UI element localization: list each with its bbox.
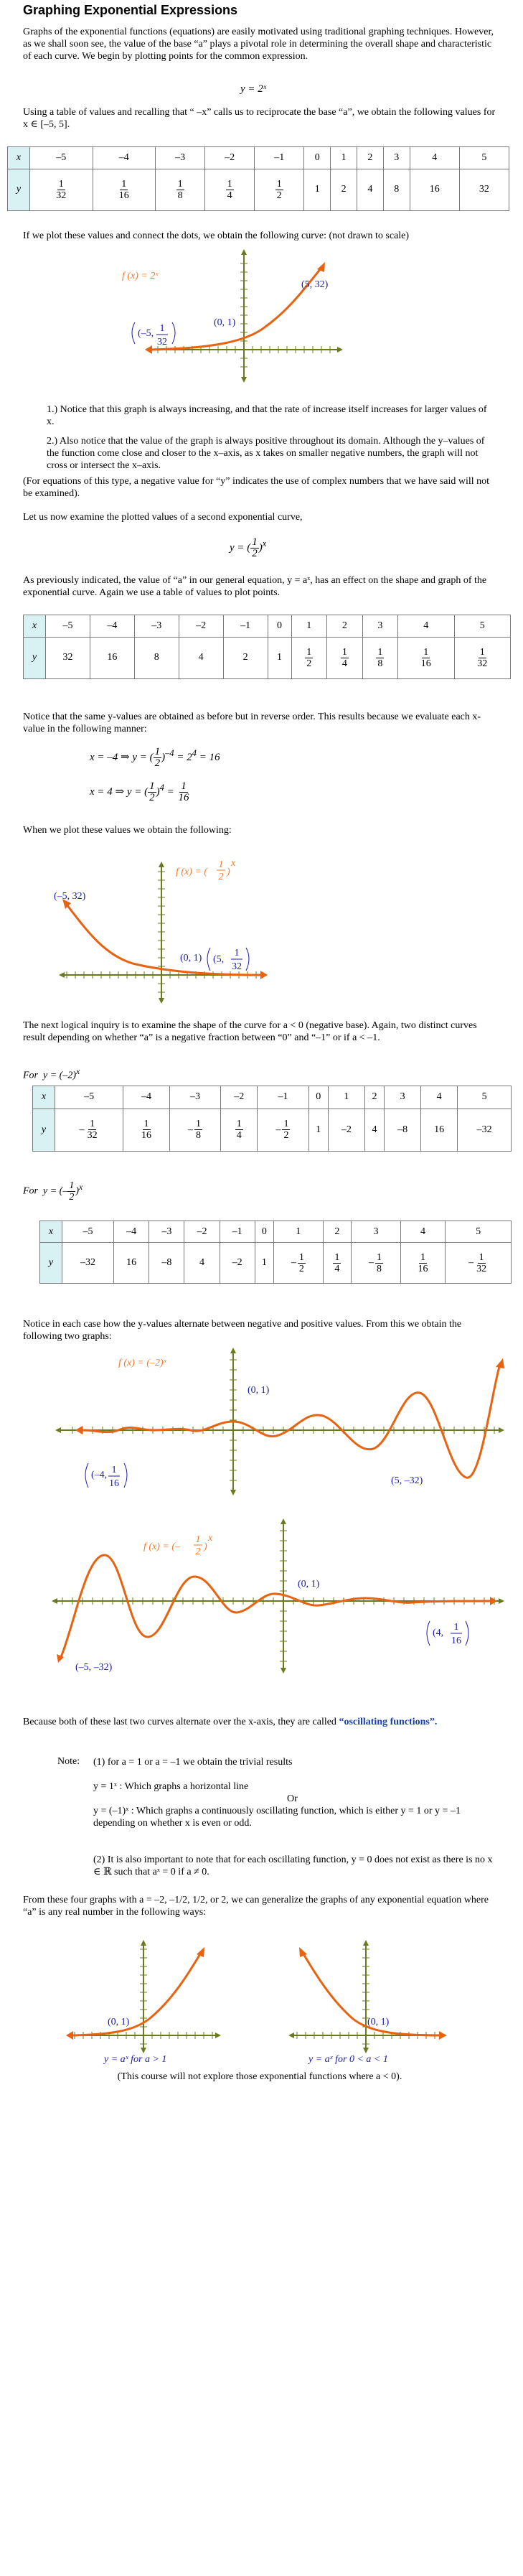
table-cell-x: 3 [352, 1221, 401, 1243]
graph-a-greater-1-curve [70, 1953, 201, 2035]
axis-arrow [363, 2048, 369, 2053]
table-values-neg2-x [32, 1086, 512, 1152]
table-row-y [24, 637, 511, 678]
graph-neg2-x-point-left-den: 16 [109, 1478, 119, 1489]
table-cell-x: 5 [446, 1221, 512, 1243]
table-cell-x: –2 [179, 615, 223, 638]
graph-a-greater-1 [65, 1931, 230, 2064]
table-cell-y: 32 [46, 637, 90, 678]
table-header-y: y [24, 637, 46, 678]
table-row-x [40, 1221, 512, 1243]
table-values-2x [7, 146, 509, 211]
second-curve-intro: Let us now examine the plotted values of a second exponential curve, [23, 512, 303, 523]
generalize-paragraph: From these four graphs with a = –2, –1/2, 1/2, or 2, we can generalize the graphs of any exponential equation where “a” is any real number in the following ways: [23, 1895, 489, 1918]
graph-neg2-x-point-mid: (0, 1) [248, 1385, 270, 1396]
table2-intro: As previously indicated, the value of “a” in our general equation, y = aˣ, has an effect on the shape and graph of the exponential curve. Again we use a table of values to plot points. [23, 575, 487, 598]
graph-half-x-point-right: (5, [213, 954, 225, 965]
table-cell-x: –3 [149, 1221, 184, 1243]
axis-arrow [281, 1518, 286, 1524]
table-header-x: x [24, 615, 46, 638]
table-cell-y: $\frac{1}{2}$ [291, 637, 327, 678]
graph-2x-point-right: (5, 32) [301, 279, 329, 290]
table-cell-y: 4 [179, 637, 223, 678]
svg-text:x: x [208, 1533, 213, 1544]
axis-arrow [55, 1427, 61, 1433]
graph-neg-half-x-point-right: (4, [433, 1628, 444, 1638]
svg-text:x: x [231, 858, 236, 869]
axis-arrow [499, 1427, 504, 1433]
graph-neg-half-x-axes [52, 1518, 504, 1674]
negative-base-paragraph: The next logical inquiry is to examine the shape of the curve for a < 0 (negative base). Again, two distinct curves result depending on whether “a” is a negative fraction between “0” and “–1” or if a < –1. [23, 1020, 477, 1043]
axis-arrow [281, 1668, 286, 1674]
table-row-y [40, 1243, 512, 1284]
axis-arrow [230, 1490, 236, 1495]
table-cell-y: $\frac{1}{16}$ [93, 169, 156, 210]
graph-2x-point-left: (–5, [138, 328, 154, 339]
svg-text:2: 2 [218, 872, 224, 882]
table-cell-x: 1 [328, 1086, 364, 1109]
table-cell-x: 4 [421, 1086, 458, 1109]
table-cell-y: –2 [220, 1243, 255, 1284]
table-cell-y: $\frac{1}{2}$ [255, 169, 304, 210]
graph-half-x-point-left: (–5, 32) [54, 891, 86, 902]
note1-intro: (1) for a = 1 or a = –1 we obtain the trivial results [93, 1757, 293, 1768]
table-cell-x: –5 [62, 1221, 114, 1243]
graph-half-x-point-right-den: 32 [232, 961, 242, 972]
table-cell-x: 0 [255, 1221, 273, 1243]
table-cell-y: $\frac{1}{16}$ [398, 637, 454, 678]
table-cell-y: 2 [223, 637, 268, 678]
oscillating-paragraph: Because both of these last two curves alternate over the x-axis, they are called “oscillating functions”. [23, 1717, 438, 1727]
table-cell-x: 4 [400, 1221, 445, 1243]
svg-text:2: 2 [195, 1546, 201, 1557]
svg-text:1: 1 [218, 859, 224, 870]
table-cell-x: 0 [268, 615, 291, 638]
intro-paragraph: Graphs of the exponential functions (equations) are easily motivated using traditional graphing techniques. However, as we shall soon see, the value of the base “a” plays a pivotal role in determining the overall shape and characteristic of each curve. We begin by plotting points for the common expression. [23, 27, 494, 62]
table-cell-x: 4 [398, 615, 454, 638]
plot1-intro: If we plot these values and connect the dots, we obtain the following curve: (not drawn to scale) [23, 230, 410, 241]
table-cell-x: 0 [308, 1086, 328, 1109]
table-cell-x: 5 [459, 147, 509, 169]
note1-line2: y = (–1)ˣ : Which graphs a continuously oscillating function, which is either y = 1 or y = –1 depending on whether x is even or odd. [93, 1806, 461, 1829]
table-cell-x: –5 [46, 615, 90, 638]
table-cell-x: 5 [454, 615, 511, 638]
graph-half-x-func-label: f (x) = ( [176, 867, 208, 877]
note1-or: Or [287, 1793, 298, 1804]
graph-2x-point-left-num: 1 [159, 323, 165, 334]
graph-2x-point-left-den: 32 [157, 337, 167, 347]
table-row-x [33, 1086, 512, 1109]
graph-neg2-x [47, 1350, 513, 1493]
axis-arrow [499, 1598, 504, 1604]
table-cell-x: –3 [134, 615, 179, 638]
graph-neg-half-x-point-left: (–5, –32) [75, 1662, 113, 1673]
table-cell-y: $\frac{1}{4}$ [327, 637, 363, 678]
table-row-y [33, 1109, 512, 1151]
table-values-neg-half-x [39, 1221, 512, 1284]
table-cell-y: 1 [308, 1109, 328, 1151]
graph-half-x-point-mid: (0, 1) [180, 953, 202, 963]
axis-arrow [159, 862, 164, 867]
table-cell-x: –5 [55, 1086, 123, 1109]
plot2-intro: When we plot these values we obtain the following: [23, 825, 232, 836]
for-neg2-label: For $y = (-2)^x$ [23, 1067, 80, 1081]
table-cell-y: –8 [385, 1109, 421, 1151]
table-cell-y: – $\frac{1}{2}$ [258, 1109, 308, 1151]
graph-neg2-x-point-right: (5, –32) [391, 1475, 423, 1486]
graph-2x-axes [145, 249, 343, 383]
axis-arrow [337, 347, 343, 353]
graph-neg2-x-point-left-num: 1 [111, 1465, 117, 1475]
table-cell-x: –1 [255, 147, 304, 169]
graph-neg2-x-func-label: f (x) = (–2)ˣ [118, 1358, 166, 1368]
graph-neg-half-x-point-mid: (0, 1) [298, 1579, 320, 1590]
table-header-x: x [40, 1221, 62, 1243]
table-cell-y: 8 [383, 169, 410, 210]
axis-arrow [288, 2033, 294, 2038]
graph-neg-half-x-point-right-num: 1 [453, 1622, 459, 1633]
graph-a-between-0-1-caption: y = aˣ for 0 < a < 1 [308, 2054, 388, 2065]
graph-neg-half-x-func-label: f (x) = (– [143, 1541, 181, 1552]
graph-neg-half-x-point-right-den: 16 [451, 1635, 461, 1646]
table-cell-y: – $\frac{1}{8}$ [169, 1109, 220, 1151]
axis-arrow [141, 2048, 146, 2053]
table-cell-y: $\frac{1}{4}$ [221, 1109, 258, 1151]
table-cell-y: $\frac{1}{8}$ [362, 637, 398, 678]
graph-half-x-point-right-num: 1 [234, 948, 240, 958]
graph-a-between-0-1 [287, 1931, 459, 2064]
axis-arrow [52, 1598, 57, 1604]
table-header-y: y [33, 1109, 55, 1151]
table-cell-y: 4 [357, 169, 384, 210]
page-title: Graphing Exponential Expressions [23, 3, 238, 17]
table-cell-x: 3 [362, 615, 398, 638]
table-cell-y: $\frac{1}{16}$ [123, 1109, 170, 1151]
for-neg-half-label: For y = (– $\frac{1}{2}$ )$^x$ [23, 1180, 83, 1203]
axis-arrow [241, 249, 247, 255]
axis-arrow [159, 998, 164, 1004]
complex-note: (For equations of this type, a negative value for “y” indicates the use of complex numbers that we have said will not be examined). [23, 476, 490, 499]
evaluation-x-neg4: x = –4 ⇒ y = ( $\frac{1}{2}$ )$^{-4} = 2^4 = 16$ [90, 746, 220, 769]
axis-arrow [230, 1348, 236, 1353]
oscillating-functions-link[interactable]: “oscillating functions”. [339, 1717, 438, 1727]
table-cell-y: $\frac{1}{4}$ [323, 1243, 351, 1284]
table-cell-y: $\frac{1}{32}$ [30, 169, 93, 210]
table-header-y: y [8, 169, 30, 210]
table-cell-y: –8 [149, 1243, 184, 1284]
axis-arrow [363, 1940, 369, 1946]
table-cell-y: 4 [184, 1243, 220, 1284]
note2: (2) It is also important to note that for each oscillating function, y = 0 does not exist as there is no x ∈ ℝ such that aˣ = 0 if a ≠ 0. [93, 1854, 493, 1877]
svg-text:): ) [204, 1541, 207, 1552]
table-cell-y: 32 [459, 169, 509, 210]
table-cell-x: –4 [123, 1086, 170, 1109]
axis-arrow [59, 972, 65, 978]
svg-text:): ) [227, 867, 230, 877]
graph-a-greater-1-caption: y = aˣ for a > 1 [104, 2054, 167, 2065]
final-note: (This course will not explore those exponential functions where a < 0). [117, 2071, 402, 2082]
graph-2x-point-mid: (0, 1) [214, 317, 236, 328]
table-cell-y: 16 [114, 1243, 149, 1284]
table-cell-x: 1 [273, 1221, 323, 1243]
axis-arrow [241, 377, 247, 383]
table-row-x [8, 147, 509, 169]
table-cell-y: 1 [268, 637, 291, 678]
graph-2x-arrow-left [145, 345, 152, 354]
table-header-x: x [8, 147, 30, 169]
note-label: Note: [57, 1756, 80, 1767]
table-cell-x: –2 [205, 147, 255, 169]
note-item-1: 1.) Notice that this graph is always increasing, and that the rate of increase itself increases for larger values of x. [47, 404, 487, 427]
table-cell-x: 2 [323, 1221, 351, 1243]
graph-a-between-0-1-point: (0, 1) [367, 2017, 390, 2027]
table-cell-x: 4 [410, 147, 459, 169]
alternate-paragraph: Notice in each case how the y-values alternate between negative and positive values. From this we obtain the following two graphs: [23, 1319, 462, 1342]
table-header-x: x [33, 1086, 55, 1109]
table-row-y [8, 169, 509, 210]
equation-y-2x: y = 2ˣ [240, 83, 267, 95]
table-cell-x: –2 [184, 1221, 220, 1243]
table-cell-x: –4 [90, 615, 134, 638]
table-cell-y: – $\frac{1}{32}$ [55, 1109, 123, 1151]
table-cell-x: –2 [221, 1086, 258, 1109]
graph-2x [122, 248, 359, 384]
note-item-2: 2.) Also notice that the value of the graph is always positive throughout its domain. Although the y–values of the function come close and closer to the x–axis, as x takes on smaller negative numbers, the graph will not cross or intersect the x–axis. [47, 436, 485, 471]
graph-a-greater-1-point: (0, 1) [108, 2017, 130, 2027]
table-cell-x: –1 [223, 615, 268, 638]
table-cell-y: 8 [134, 637, 179, 678]
table-cell-y: –2 [328, 1109, 364, 1151]
table-cell-x: 5 [458, 1086, 512, 1109]
table-cell-x: –1 [258, 1086, 308, 1109]
graph-2x-curve [151, 268, 321, 350]
table-cell-y: 1 [255, 1243, 273, 1284]
table-cell-y: 16 [410, 169, 459, 210]
axis-arrow [141, 1940, 146, 1946]
reverse-order-paragraph: Notice that the same y-values are obtained as before but in reverse order. This results because we evaluate each x-value in the following manner: [23, 711, 481, 734]
table-cell-x: –3 [156, 147, 205, 169]
table-cell-y: $\frac{1}{16}$ [400, 1243, 445, 1284]
table-cell-y: – $\frac{1}{8}$ [352, 1243, 401, 1284]
graph-neg2-x-point-left: (–4, [91, 1470, 108, 1480]
table-cell-y: 4 [364, 1109, 384, 1151]
graph-2x-func-label: f (x) = 2ˣ [122, 271, 159, 281]
equation-half-x: y = ( $\frac{1}{2}$ )$^x$ [230, 536, 267, 559]
table-cell-x: –1 [220, 1221, 255, 1243]
table-cell-y: $\frac{1}{8}$ [156, 169, 205, 210]
table-cell-y: 16 [421, 1109, 458, 1151]
table-cell-y: 2 [331, 169, 357, 210]
notes-list [47, 403, 491, 479]
graph-neg-half-x [47, 1521, 513, 1671]
table-cell-x: –5 [30, 147, 93, 169]
table-cell-y: 1 [304, 169, 331, 210]
table-cell-x: 3 [383, 147, 410, 169]
table-header-y: y [40, 1243, 62, 1284]
table-cell-x: 2 [327, 615, 363, 638]
table-cell-x: –4 [93, 147, 156, 169]
table-cell-y: $\frac{1}{32}$ [454, 637, 511, 678]
table-cell-y: –32 [458, 1109, 512, 1151]
table-cell-x: 1 [331, 147, 357, 169]
table-cell-x: –3 [169, 1086, 220, 1109]
table-cell-x: 2 [357, 147, 384, 169]
table-cell-y: – $\frac{1}{2}$ [273, 1243, 323, 1284]
table-cell-x: 1 [291, 615, 327, 638]
graph-a-between-0-1-axes [288, 1940, 447, 2053]
table-values-half-x [23, 615, 511, 679]
table-cell-x: –4 [114, 1221, 149, 1243]
graph-neg-half-x-curve [61, 1555, 491, 1657]
table-cell-y: $\frac{1}{4}$ [205, 169, 255, 210]
table-row-x [24, 615, 511, 638]
graph-half-x [47, 854, 283, 998]
table-cell-x: 3 [385, 1086, 421, 1109]
graph-neg2-x-curve [83, 1364, 500, 1478]
svg-text:1: 1 [195, 1534, 201, 1545]
table-cell-y: –32 [62, 1243, 114, 1284]
table1-intro: Using a table of values and recalling that “ –x” calls us to reciprocate the base “a”, we obtain the following values for x ∈ [–5, 5]. [23, 107, 496, 130]
graph-neg2-x-axes [55, 1348, 504, 1495]
table-cell-y: 16 [90, 637, 134, 678]
evaluation-x-4: x = 4 ⇒ y = ( $\frac{1}{2}$ )$^4$ = $\frac{1}{16}$ [90, 780, 189, 803]
table-cell-x: 2 [364, 1086, 384, 1109]
table-cell-y: – $\frac{1}{32}$ [446, 1243, 512, 1284]
table-cell-x: 0 [304, 147, 331, 169]
note1-line1: y = 1ˣ : Which graphs a horizontal line [93, 1781, 249, 1792]
axis-arrow [215, 2033, 221, 2038]
